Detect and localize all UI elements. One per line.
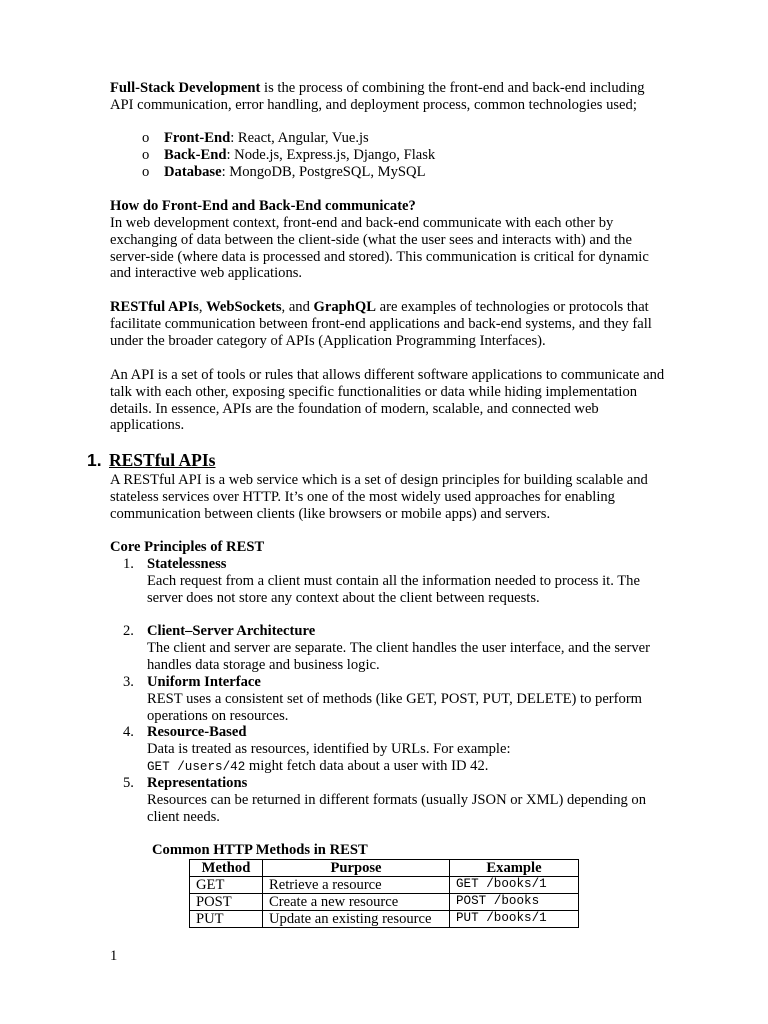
item-title: Client–Server Architecture xyxy=(147,623,316,639)
principle-item xyxy=(123,775,668,825)
item-number: 2. xyxy=(123,623,134,639)
bullet-text: : React, Angular, Vue.js xyxy=(230,130,369,146)
bullet-marker: o xyxy=(142,164,150,180)
communicate-paragraph: In web development context, front-end and back-end communicate with each other by exchanging of data between the client-side (what the user sees and interacts with) and the server-side (where data is processed and stored). This communication is critical for dynamic and interactive web applications. xyxy=(110,215,649,282)
bullet-label: Front-End xyxy=(164,130,231,146)
communicate-heading xyxy=(110,198,670,215)
bullet-label: Back-End xyxy=(164,147,227,163)
table-cell: PUT /books/1 xyxy=(450,911,579,928)
item-title: Representations xyxy=(147,775,248,791)
item-code-line xyxy=(147,758,668,776)
item-desc: REST uses a consistent set of methods (like GET, POST, PUT, DELETE) to perform operations on resources. xyxy=(147,690,643,724)
code-snippet: GET /users/42 xyxy=(147,759,246,774)
section-number: 1. xyxy=(87,450,102,470)
item-number: 3. xyxy=(123,674,134,690)
table-cell: POST /books xyxy=(450,894,579,911)
principles-heading xyxy=(110,539,670,556)
bullet-label: Database xyxy=(164,164,222,180)
section-heading xyxy=(87,452,216,469)
bullet-marker: o xyxy=(142,147,150,163)
item-desc: The client and server are separate. The client handles the user interface, and the server handles data storage and business logic. xyxy=(147,639,650,673)
table-row xyxy=(190,911,579,928)
bullet-marker: o xyxy=(142,130,150,146)
bullet-item xyxy=(142,164,426,181)
bullet-item xyxy=(142,130,369,147)
table-row xyxy=(190,877,579,894)
principle-item xyxy=(123,623,668,673)
column-header: Method xyxy=(190,860,263,877)
tech-sep: , xyxy=(198,299,207,315)
intro-text: is the process of combining the front-end and back-end including API communication, error handling, and deployment process, common technologies used; xyxy=(110,80,645,113)
item-desc: Data is treated as resources, identified by URLs. For example: xyxy=(147,740,511,757)
communicate-heading-text: How do Front-End and Back-End communicate? xyxy=(110,198,416,214)
code-explanation: might fetch data about a user with ID 42. xyxy=(245,757,489,774)
http-methods-table xyxy=(189,859,579,928)
tech-term: WebSockets xyxy=(206,299,282,315)
table-row xyxy=(190,894,579,911)
item-number: 5. xyxy=(123,775,134,791)
column-header: Purpose xyxy=(263,860,450,877)
item-desc: Each request from a client must contain all the information needed to process it. The server does not store any context about the client between requests. xyxy=(147,572,640,606)
bullet-text: : Node.js, Express.js, Django, Flask xyxy=(226,147,436,163)
table-caption: Common HTTP Methods in REST xyxy=(152,842,368,858)
tech-text: are examples of technologies or protocols that facilitate communication between front-end applications and back-end systems, and they fall under the broader category of APIs (Application Programming Interfaces). xyxy=(110,299,652,349)
intro-paragraph xyxy=(110,80,670,114)
item-number: 1. xyxy=(123,556,134,572)
tech-term: RESTful APIs xyxy=(110,299,199,315)
table-cell: GET /books/1 xyxy=(450,877,579,894)
table-cell: Update an existing resource xyxy=(263,911,450,928)
table-cell: Retrieve a resource xyxy=(263,877,450,894)
item-title: Statelessness xyxy=(147,556,227,572)
page-number: 1 xyxy=(110,948,118,964)
tech-sep: , and xyxy=(281,299,314,315)
fullstack-term: Full-Stack Development xyxy=(110,80,261,96)
item-title: Resource-Based xyxy=(147,724,247,740)
tech-term: GraphQL xyxy=(313,299,376,315)
table-cell: Create a new resource xyxy=(263,894,450,911)
principle-item xyxy=(123,724,668,775)
principle-item xyxy=(123,556,668,606)
item-number: 4. xyxy=(123,724,134,740)
principles-heading-text: Core Principles of REST xyxy=(110,539,265,555)
column-header: Example xyxy=(450,860,579,877)
rest-intro-paragraph: A RESTful API is a web service which is a set of design principles for building scalable and stateless services over HTTP. It’s one of the most widely used approaches for enabling communication between clients (like browsers or mobile apps) and servers. xyxy=(110,472,648,522)
table-header-row xyxy=(190,860,579,877)
principle-item xyxy=(123,674,668,724)
tech-paragraph xyxy=(110,299,670,349)
bullet-text: : MongoDB, PostgreSQL, MySQL xyxy=(221,164,426,180)
item-desc: Resources can be returned in different formats (usually JSON or XML) depending on client needs. xyxy=(147,791,647,825)
table-cell: PUT xyxy=(190,911,263,928)
table-cell: POST xyxy=(190,894,263,911)
api-paragraph: An API is a set of tools or rules that allows different software applications to communicate and talk with each other, exposing specific functionalities or data while hiding implementation details. In essence, APIs are the foundation of modern, scalable, and connected web applications. xyxy=(110,367,665,434)
table-cell: GET xyxy=(190,877,263,894)
bullet-item xyxy=(142,147,435,164)
section-title: RESTful APIs xyxy=(109,450,216,470)
item-title: Uniform Interface xyxy=(147,674,261,690)
